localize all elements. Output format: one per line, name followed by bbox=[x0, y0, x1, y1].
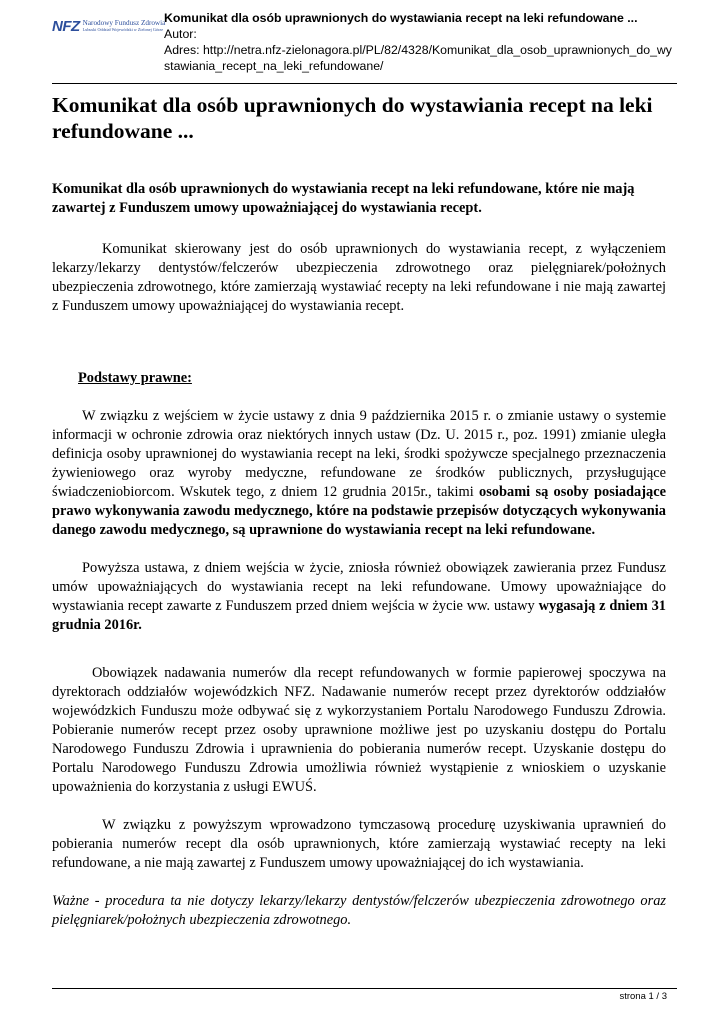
header-info bbox=[164, 10, 676, 74]
act-paragraph bbox=[52, 559, 666, 635]
address-url[interactable]: http://netra.nfz-zielonagora.pl/PL/82/4328/Komunikat_dla_osob_uprawnionych_do_wystawiania_recept_na_leki_refundowane/ bbox=[164, 43, 672, 73]
numbers-paragraph: Obowiązek nadawania numerów dla recept refundowanych w formie papierowej spoczywa na dyrektorach oddziałów wojewódzkich NFZ. Nadawanie numerów recept przez dyrektorów oddziałów wojewódzkich Funduszu może odbywać się z wykorzystaniem Portalu Narodowego Funduszu Zdrowia. Pobieranie numerów recept przez osoby uprawnione możliwe jest po uzyskaniu dostępu do Portalu Narodowego Funduszu Zdrowia i uprawnienia do pobierania numerów recept. Uzyskanie dostępu do Portalu Narodowego Funduszu Zdrowia umożliwia również wystąpienie z wnioskiem o uzyskanie upoważnienia do korzystania z usługi EWUŚ. bbox=[52, 665, 666, 795]
page-number: strona 1 / 3 bbox=[619, 991, 667, 1002]
address-label: Adres: bbox=[164, 43, 200, 57]
act-text: Powyższa ustawa, z dniem wejścia w życie, zniosła również obowiązek zawierania przez Fundusz umów upoważniających do wystawiania recept na leki refundowane. Umowy upoważniające do wystawiania recept zawarte z Funduszem przed dniem wejścia w życie ww. ustawy bbox=[52, 560, 666, 614]
logo-line-2: Lubuski Oddział Wojewódzki w Zielonej Górze bbox=[82, 27, 164, 32]
legal-heading: Podstawy prawne: bbox=[78, 370, 192, 386]
act-text-bold: wygasają z dniem 31 grudnia 2016r. bbox=[52, 598, 666, 633]
author-label: Autor: bbox=[164, 27, 197, 41]
logo-text bbox=[83, 20, 166, 32]
logo-line-1: Narodowy Fundusz Zdrowia bbox=[82, 18, 166, 27]
article-subtitle: Komunikat dla osób uprawnionych do wystawiania recept na leki refundowane, które nie mają zawartej z Funduszem umowy upoważniającej do wystawiania recept. bbox=[52, 181, 635, 216]
footer-divider bbox=[52, 988, 677, 989]
article-title: Komunikat dla osób uprawnionych do wystawiania recept na leki refundowane ... bbox=[52, 93, 653, 143]
logo-mark: NFZ bbox=[52, 17, 80, 35]
procedure-paragraph: W związku z powyższym wprowadzono tymczasową procedurę uzyskiwania uprawnień do pobierania numerów recept dla osób uprawnionych, które zamierzają wystawiać recepty na leki refundowane, a nie mają zawartej z Funduszem umowy upoważniającej do ich wystawiania. bbox=[52, 817, 666, 871]
header-author bbox=[164, 26, 676, 42]
legal-text-bold: osobami są osoby posiadające prawo wykonywania zawodu medycznego, które na podstawie przepisów dotyczących wykonywania danego zawodu medycznego, są uprawnione do wystawiania recept na leki refundowane. bbox=[52, 484, 666, 538]
intro-paragraph: Komunikat skierowany jest do osób uprawnionych do wystawiania recept, z wyłączeniem lekarzy/lekarzy dentystów/felczerów ubezpieczenia zdrowotnego oraz pielęgniarek/położnych ubezpieczenia zdrowotnego, które zamierzają wystawiać recepty na leki refundowane i nie mają zawartej z Funduszem umowy upoważniającej do wystawiania recept. bbox=[52, 241, 666, 314]
legal-paragraph bbox=[52, 407, 666, 540]
header-address bbox=[164, 42, 676, 74]
header-divider bbox=[52, 83, 677, 84]
important-note: Ważne - procedura ta nie dotyczy lekarzy/lekarzy dentystów/felczerów ubezpieczenia zdrowotnego oraz pielęgniarek/położnych ubezpieczenia zdrowotnego. bbox=[52, 893, 666, 928]
header-title: Komunikat dla osób uprawnionych do wystawiania recept na leki refundowane ... bbox=[164, 11, 638, 25]
article bbox=[52, 92, 666, 930]
nfz-logo bbox=[52, 14, 166, 38]
legal-text: W związku z wejściem w życie ustawy z dnia 9 października 2015 r. o zmianie ustawy o systemie informacji w ochronie zdrowia oraz niektórych innych ustaw (Dz. U. 2015 r., poz. 1991) zmianie uległa definicja osoby uprawnionej do wystawiania recept na leki, środki spożywcze specjalnego przeznaczenia żywieniowego oraz wyroby medyczne, refundowane ze środków publicznych, przysługujące świadczeniobiorcom. Wskutek tego, z dniem 12 grudnia 2015r., takimi bbox=[52, 408, 666, 500]
